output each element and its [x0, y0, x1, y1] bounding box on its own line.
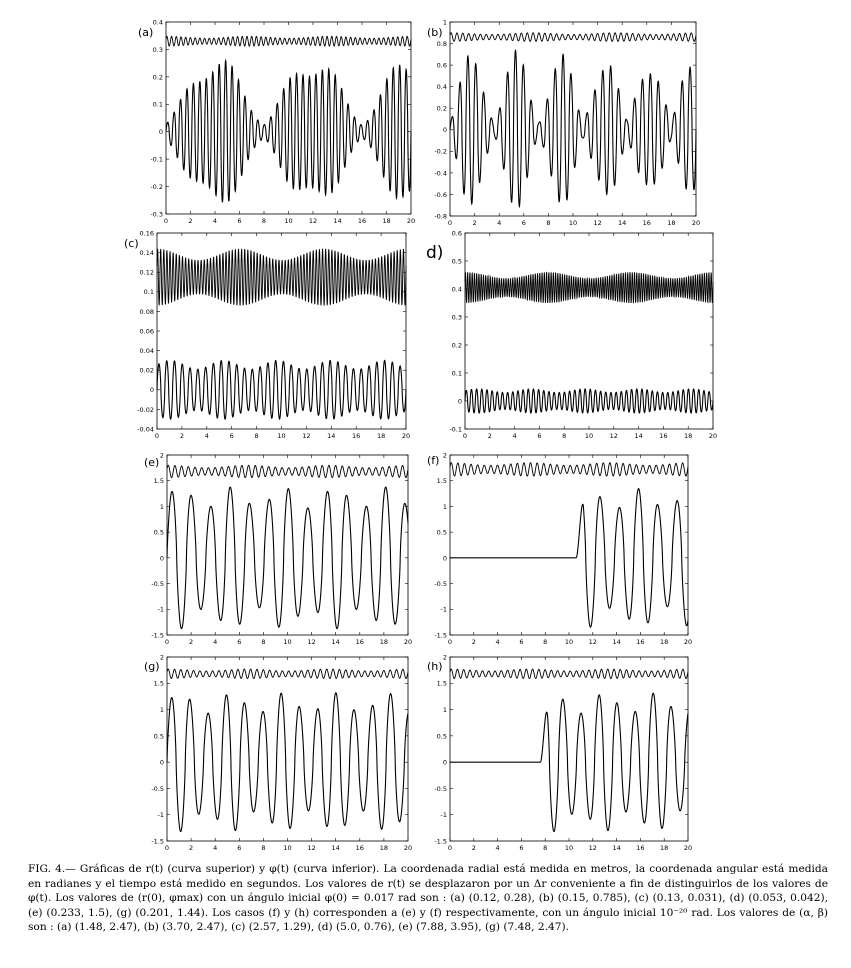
x-tick-label: 6: [237, 844, 242, 852]
y-tick-label: 2: [159, 653, 164, 662]
series-r-curve: [167, 465, 408, 477]
y-tick-label: 0.4: [436, 83, 447, 92]
y-tick-label: 0.1: [143, 288, 154, 297]
x-tick-label: 10: [283, 844, 292, 852]
x-tick-label: 2: [471, 638, 476, 646]
x-tick-label: 0: [447, 219, 453, 227]
y-tick-label: 1: [159, 502, 164, 511]
x-tick-label: 6: [537, 432, 542, 440]
y-tick-label: -0.2: [434, 147, 447, 156]
y-tick-label: -1: [157, 811, 164, 820]
series-phi-curve: [450, 50, 696, 206]
x-tick-label: 14: [331, 844, 340, 852]
panel-label: (f): [427, 454, 440, 467]
x-tick-label: 8: [562, 432, 567, 440]
y-tick-label: 0: [159, 758, 164, 767]
y-tick-label: -1.5: [151, 631, 164, 640]
x-tick-label: 10: [564, 844, 574, 852]
y-tick-label: 0.6: [436, 61, 447, 70]
y-tick-label: -0.6: [434, 190, 447, 199]
plot-frame: [167, 455, 408, 635]
y-tick-label: 0.3: [152, 45, 163, 54]
y-tick-label: -1: [440, 811, 447, 820]
y-tick-label: 0.06: [139, 327, 154, 336]
x-tick-label: 16: [355, 844, 364, 852]
y-tick-label: 0.4: [152, 18, 163, 27]
chart-panel: [144, 451, 412, 646]
y-tick-label: 0.2: [451, 341, 462, 350]
x-tick-label: 2: [487, 432, 492, 440]
chart-panel: [138, 18, 415, 225]
x-tick-label: 18: [379, 844, 389, 852]
panel-label: d): [426, 243, 444, 263]
y-tick-label: -1.5: [151, 837, 164, 846]
y-tick-label: 0.5: [436, 528, 447, 537]
x-tick-label: 0: [462, 432, 468, 440]
y-tick-label: -1.5: [434, 631, 447, 640]
x-tick-label: 0: [163, 217, 169, 225]
x-tick-label: 18: [376, 432, 386, 440]
y-tick-label: 0.12: [139, 268, 154, 277]
y-tick-label: 1.5: [153, 477, 164, 486]
y-tick-label: 1: [442, 502, 447, 511]
y-tick-label: 0.1: [451, 369, 462, 378]
series-phi-curve: [167, 693, 408, 832]
x-tick-label: 12: [609, 432, 618, 440]
plot-frame: [450, 455, 688, 635]
y-tick-label: 0.16: [139, 229, 154, 238]
y-tick-label: -0.3: [150, 210, 163, 219]
plot-frame: [450, 657, 688, 841]
x-tick-label: 14: [331, 638, 340, 646]
x-tick-label: 2: [189, 638, 194, 646]
y-tick-label: 0.3: [451, 313, 462, 322]
y-tick-label: 1: [159, 705, 164, 714]
series-phi-curve: [166, 61, 411, 202]
y-tick-label: -0.5: [434, 579, 447, 588]
x-tick-label: 16: [636, 844, 645, 852]
y-tick-label: -0.1: [449, 425, 462, 434]
y-tick-label: 2: [159, 451, 164, 460]
panel-label: (g): [144, 660, 160, 673]
x-tick-label: 4: [213, 638, 218, 646]
x-tick-label: 8: [546, 219, 551, 227]
x-tick-label: 6: [237, 217, 242, 225]
x-tick-label: 6: [519, 844, 524, 852]
x-tick-label: 10: [283, 638, 292, 646]
y-tick-label: 0.5: [451, 257, 462, 266]
x-tick-label: 8: [261, 217, 267, 225]
x-tick-label: 2: [189, 844, 194, 852]
x-tick-label: 0: [154, 432, 160, 440]
x-tick-label: 10: [564, 638, 574, 646]
y-tick-label: 0: [442, 554, 447, 563]
y-tick-label: -1: [440, 605, 447, 614]
y-tick-label: 2: [442, 451, 447, 460]
caption-label: FIG. 4.—: [28, 863, 76, 875]
y-tick-label: -0.2: [150, 182, 163, 191]
panel-label: (b): [427, 26, 443, 39]
series-phi-curve: [450, 693, 688, 831]
y-tick-label: 0.02: [139, 366, 154, 375]
series-r-curve: [450, 33, 696, 42]
y-tick-label: -0.5: [151, 579, 164, 588]
y-tick-label: -0.02: [137, 405, 154, 414]
y-tick-label: -0.5: [434, 784, 447, 793]
x-tick-label: 4: [204, 432, 209, 440]
x-tick-label: 4: [213, 844, 218, 852]
x-tick-label: 12: [588, 844, 597, 852]
panel-label: (h): [427, 660, 443, 673]
x-tick-label: 20: [708, 432, 718, 440]
x-tick-label: 4: [495, 638, 500, 646]
x-tick-label: 0: [164, 638, 170, 646]
series-r-curve: [166, 36, 411, 46]
x-tick-label: 20: [691, 219, 701, 227]
x-tick-label: 0: [164, 844, 170, 852]
caption-text: Gráficas de r(t) (curva superior) y φ(t) (curva inferior). La coordenada radial está medida en metros, la coordenada angular está medida en radianes y el tiempo está medido en segundos. Los valores de r(t) se desplazaron por un Δr conveniente a fin de distinguirlos de los valores de φ(t). Los valores de (r(0), φmax) con un ángulo inicial φ(0) = 0.017 rad son : (a) (0.12, 0.28), (b) (0.15, 0.785), (c) (0.13, 0.031), (d) (0.053, 0.042), (e) (0.233, 1.5), (g) (0.201, 1.44). Los casos (f) y (h) corresponden a (e) y (f) respectivamente, con un ángulo inicial 10⁻²⁰ rad. Los valores de (α, β) son : (a) (1.48, 2.47), (b) (3.70, 2.47), (c) (2.57, 1.29), (d) (5.0, 0.76), (e) (7.88, 3.95), (g) (7.48, 2.47).: [28, 863, 828, 933]
series-r-curve: [157, 249, 406, 306]
x-tick-label: 2: [472, 219, 477, 227]
chart-panel: [124, 229, 410, 440]
y-tick-label: 0.4: [451, 285, 462, 294]
y-tick-label: 1: [442, 18, 447, 27]
y-tick-label: 0.5: [153, 732, 164, 741]
x-tick-label: 20: [683, 844, 693, 852]
x-tick-label: 20: [683, 638, 693, 646]
y-tick-label: 0.1: [152, 100, 163, 109]
x-tick-label: 4: [212, 217, 218, 225]
x-tick-label: 12: [307, 638, 316, 646]
x-tick-label: 18: [382, 217, 391, 225]
series-r-curve: [465, 272, 713, 303]
x-tick-label: 18: [684, 432, 693, 440]
y-tick-label: 0.08: [139, 307, 154, 316]
x-tick-label: 2: [471, 844, 476, 852]
series-r-curve: [450, 463, 688, 476]
y-tick-label: -1.5: [434, 837, 447, 846]
y-tick-label: 1.5: [436, 477, 447, 486]
y-tick-label: 1.5: [153, 679, 164, 688]
y-tick-label: 2: [442, 653, 447, 662]
y-tick-label: -0.8: [434, 212, 447, 221]
x-tick-label: 20: [406, 217, 416, 225]
y-tick-label: 0.2: [152, 73, 163, 82]
x-tick-label: 16: [636, 638, 645, 646]
x-tick-label: 2: [188, 217, 193, 225]
x-tick-label: 14: [634, 432, 643, 440]
panel-label: (a): [138, 26, 154, 39]
panel-label: (c): [124, 237, 139, 250]
y-tick-label: 1: [442, 705, 447, 714]
x-tick-label: 8: [261, 844, 266, 852]
chart-panel: [427, 653, 692, 852]
y-tick-label: 0.5: [153, 528, 164, 537]
series-phi-curve: [157, 360, 406, 419]
x-tick-label: 8: [543, 638, 548, 646]
x-tick-label: 4: [497, 219, 502, 227]
x-tick-label: 2: [179, 432, 184, 440]
x-tick-label: 6: [521, 219, 526, 227]
chart-panel: [427, 451, 692, 646]
y-tick-label: 0: [442, 126, 447, 135]
x-tick-label: 8: [543, 844, 548, 852]
x-tick-label: 10: [584, 432, 594, 440]
chart-panel: [426, 229, 717, 440]
x-tick-label: 20: [403, 844, 413, 852]
x-tick-label: 14: [612, 844, 621, 852]
x-tick-label: 0: [447, 844, 453, 852]
x-tick-label: 16: [355, 638, 364, 646]
x-tick-label: 18: [660, 638, 669, 646]
x-tick-label: 10: [568, 219, 578, 227]
x-tick-label: 12: [307, 844, 316, 852]
y-tick-label: 0: [159, 554, 164, 563]
y-tick-label: -0.04: [137, 425, 154, 434]
x-tick-label: 18: [660, 844, 669, 852]
y-tick-label: -0.4: [434, 169, 447, 178]
chart-panel: [144, 653, 412, 852]
x-tick-label: 20: [403, 638, 413, 646]
y-tick-label: 0: [442, 758, 447, 767]
x-tick-label: 0: [447, 638, 453, 646]
x-tick-label: 12: [593, 219, 602, 227]
x-tick-label: 6: [229, 432, 234, 440]
panel-label: (e): [144, 456, 160, 469]
x-tick-label: 12: [302, 432, 311, 440]
x-tick-label: 18: [667, 219, 676, 227]
y-tick-label: -0.1: [150, 155, 163, 164]
x-tick-label: 18: [379, 638, 389, 646]
x-tick-label: 6: [519, 638, 524, 646]
x-tick-label: 14: [618, 219, 627, 227]
figure-caption: [28, 862, 828, 935]
chart-panel: [427, 18, 700, 227]
y-tick-label: 0.5: [436, 732, 447, 741]
series-phi-curve: [450, 489, 688, 627]
y-tick-label: -0.5: [151, 784, 164, 793]
y-tick-label: 0.04: [139, 347, 154, 355]
y-tick-label: 0: [149, 386, 154, 395]
x-tick-label: 12: [308, 217, 318, 225]
x-tick-label: 20: [401, 432, 411, 440]
x-tick-label: 6: [237, 638, 242, 646]
x-tick-label: 10: [277, 432, 286, 440]
x-tick-label: 12: [588, 638, 597, 646]
x-tick-label: 10: [284, 217, 293, 225]
x-tick-label: 14: [333, 217, 342, 225]
x-tick-label: 16: [352, 432, 361, 440]
y-tick-label: 0: [457, 397, 462, 406]
x-tick-label: 16: [642, 219, 651, 227]
y-tick-label: 0.6: [451, 229, 462, 238]
y-tick-label: 0: [158, 128, 163, 137]
x-tick-label: 4: [495, 844, 500, 852]
series-r-curve: [167, 669, 408, 678]
x-tick-label: 14: [327, 432, 336, 440]
x-tick-label: 16: [357, 217, 367, 225]
series-r-curve: [450, 669, 688, 678]
y-tick-label: -1: [157, 605, 164, 614]
y-tick-label: 0.8: [436, 39, 447, 48]
y-tick-label: 1.5: [436, 679, 447, 688]
x-tick-label: 8: [254, 432, 259, 440]
y-tick-label: 0.2: [436, 104, 447, 113]
y-tick-label: 0.14: [139, 249, 154, 257]
x-tick-label: 4: [512, 432, 517, 440]
x-tick-label: 14: [612, 638, 621, 646]
x-tick-label: 16: [659, 432, 668, 440]
series-phi-curve: [465, 389, 713, 413]
x-tick-label: 8: [261, 638, 266, 646]
series-phi-curve: [167, 487, 408, 629]
